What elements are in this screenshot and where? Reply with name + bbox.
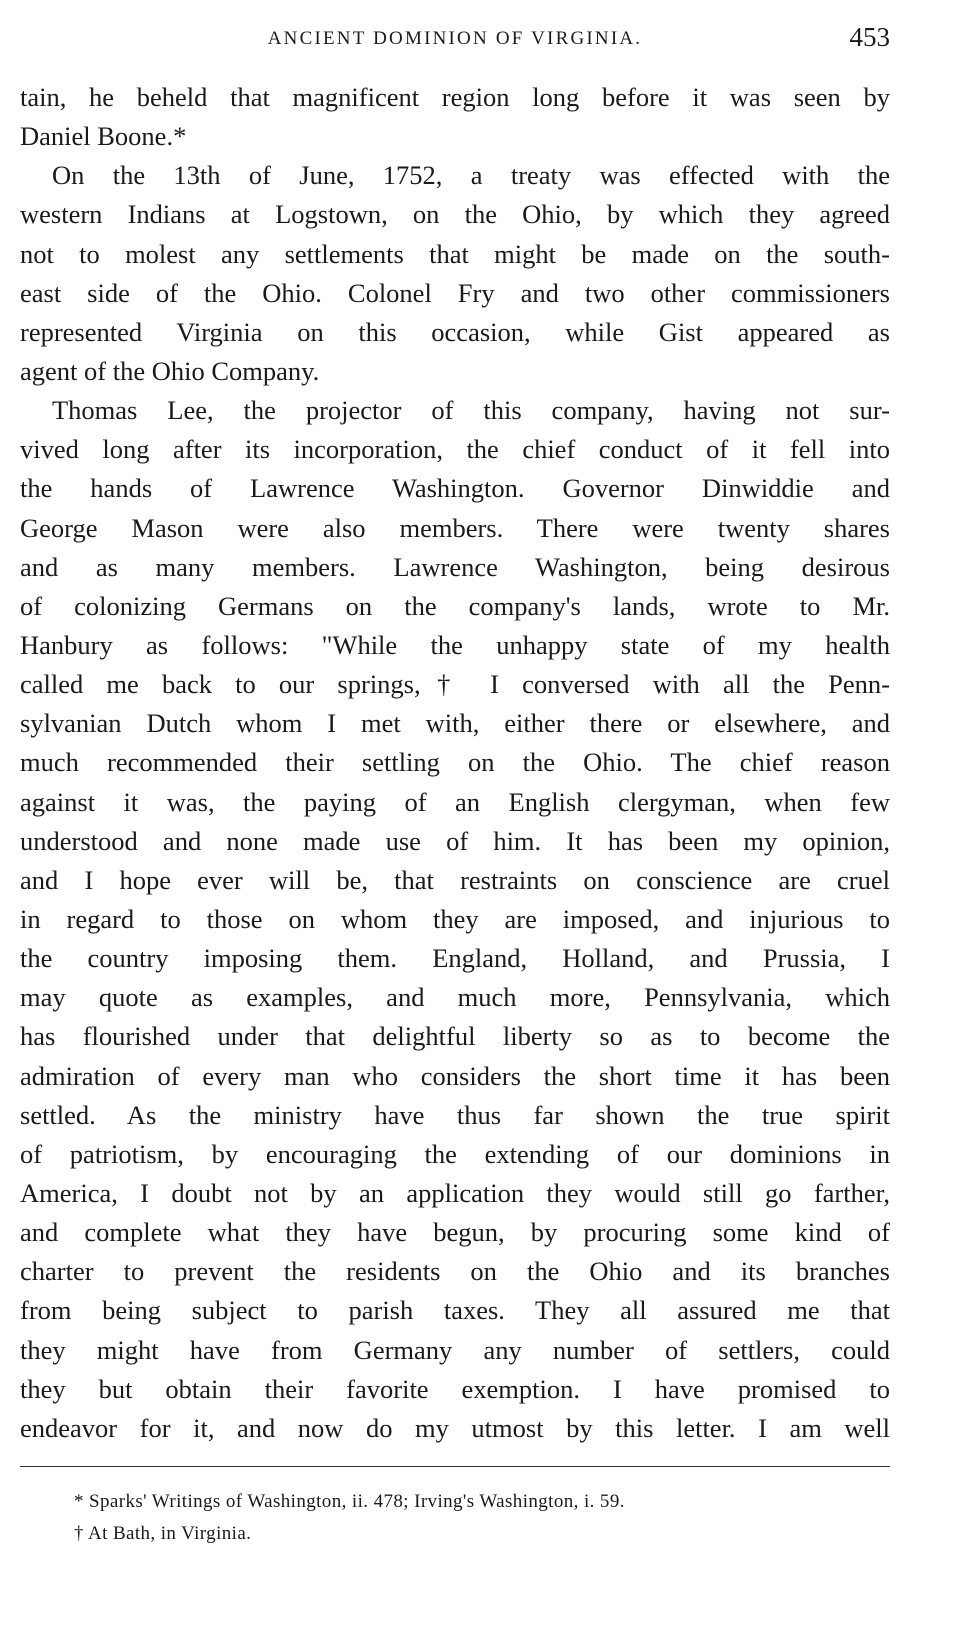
text-line: of patriotism, by encouraging the extending of our dominions in xyxy=(20,1138,890,1169)
text-line: endeavor for it, and now do my utmost by this letter. I am well xyxy=(20,1412,890,1443)
text-line: settled. As the ministry have thus far shown the true spirit xyxy=(20,1099,890,1130)
footnote-divider xyxy=(20,1466,890,1467)
text-line: George Mason were also members. There were twenty shares xyxy=(20,512,890,543)
text-line: understood and none made use of him. It has been my opinion, xyxy=(20,825,890,856)
text-line: much recommended their settling on the Ohio. The chief reason xyxy=(20,747,890,778)
text-line: charter to prevent the residents on the Ohio and its branches xyxy=(20,1256,890,1287)
footnotes xyxy=(74,1486,894,1550)
text-line: Thomas Lee, the projector of this company, having not sur- xyxy=(52,395,890,426)
text-line: called me back to our springs,† I conversed with all the Penn- xyxy=(20,669,890,700)
text-line: the country imposing them. England, Holland, and Prussia, I xyxy=(20,943,890,974)
text-line: On the 13th of June, 1752, a treaty was effected with the xyxy=(52,160,890,191)
text-line: they might have from Germany any number of settlers, could xyxy=(20,1334,890,1365)
text-line: has flourished under that delightful liberty so as to become the xyxy=(20,1021,890,1052)
text-line: agent of the Ohio Company. xyxy=(20,355,320,386)
text-line: from being subject to parish taxes. They all assured me that xyxy=(20,1295,890,1326)
text-line: in regard to those on whom they are imposed, and injurious to xyxy=(20,903,890,934)
text-line: and complete what they have begun, by procuring some kind of xyxy=(20,1217,890,1248)
text-line: western Indians at Logstown, on the Ohio, by which they agreed xyxy=(20,199,890,230)
text-line: of colonizing Germans on the company's lands, wrote to Mr. xyxy=(20,590,890,621)
text-line: Hanbury as follows: "While the unhappy state of my health xyxy=(20,629,890,660)
text-line: east side of the Ohio. Colonel Fry and two other commissioners xyxy=(20,277,890,308)
text-line: they but obtain their favorite exemption. I have promised to xyxy=(20,1373,890,1404)
text-line: Daniel Boone.* xyxy=(20,121,187,152)
page-number: 453 xyxy=(849,22,890,52)
running-title: ANCIENT DOMINION OF VIRGINIA. xyxy=(267,28,643,49)
body-text xyxy=(20,78,890,1448)
text-line: America, I doubt not by an application they would still go farther, xyxy=(20,1177,890,1208)
text-line: and as many members. Lawrence Washington, being desirous xyxy=(20,551,890,582)
text-line: vived long after its incorporation, the chief conduct of it fell into xyxy=(20,434,890,465)
text-line: may quote as examples, and much more, Pennsylvania, which xyxy=(20,982,890,1013)
text-line: represented Virginia on this occasion, while Gist appeared as xyxy=(20,316,890,347)
text-line: the hands of Lawrence Washington. Governor Dinwiddie and xyxy=(20,473,890,504)
text-line: against it was, the paying of an English clergyman, when few xyxy=(20,786,890,817)
footnote: * Sparks' Writings of Washington, ii. 478; Irving's Washington, i. 59. xyxy=(74,1491,625,1512)
footnote: † At Bath, in Virginia. xyxy=(74,1523,252,1544)
text-line: admiration of every man who considers the short time it has been xyxy=(20,1060,890,1091)
running-head xyxy=(20,22,890,58)
text-line: sylvanian Dutch whom I met with, either there or elsewhere, and xyxy=(20,708,890,739)
text-line: tain, he beheld that magnificent region long before it was seen by xyxy=(20,82,890,112)
text-line: not to molest any settlements that might be made on the south- xyxy=(20,238,890,269)
text-line: and I hope ever will be, that restraints on conscience are cruel xyxy=(20,864,890,895)
